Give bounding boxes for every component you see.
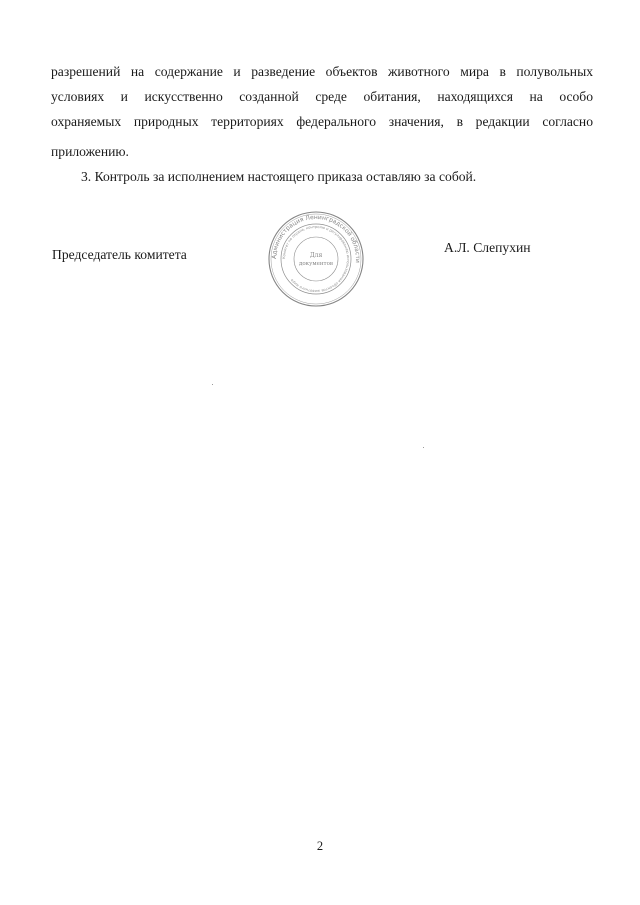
seal-center-line-1: Для [309,252,323,259]
svg-text:Комитет по охране, контролю и [282,225,350,293]
seal-inner-text: Комитет по охране, контролю и регулированию использования объектов животного мира [281,224,351,294]
paragraph-line-4: приложению. [51,144,129,159]
seal-icon [266,209,366,309]
page-number: 2 [316,839,324,853]
paragraph-line-2: условиях и искусственно созданной среде обитания, находящихся на особо [51,89,593,104]
item-3-paragraph: 3. Контроль за исполнением настоящего приказа оставляю за собой. [81,169,477,184]
scan-speck [212,384,213,385]
official-seal [266,209,366,309]
seal-outer-text: Администрация Ленинградской области [270,213,362,263]
paragraph-line-3: охраняемых природных территориях федерального значения, в редакции согласно [51,114,593,129]
signatory-title: Председатель комитета [52,247,187,262]
scan-speck [423,447,424,448]
paragraph-line-1: разрешений на содержание и разведение объектов животного мира в полувольных [51,64,593,79]
signatory-name: А.Л. Слепухин [444,240,531,255]
seal-center-line-2: документов [298,261,334,267]
